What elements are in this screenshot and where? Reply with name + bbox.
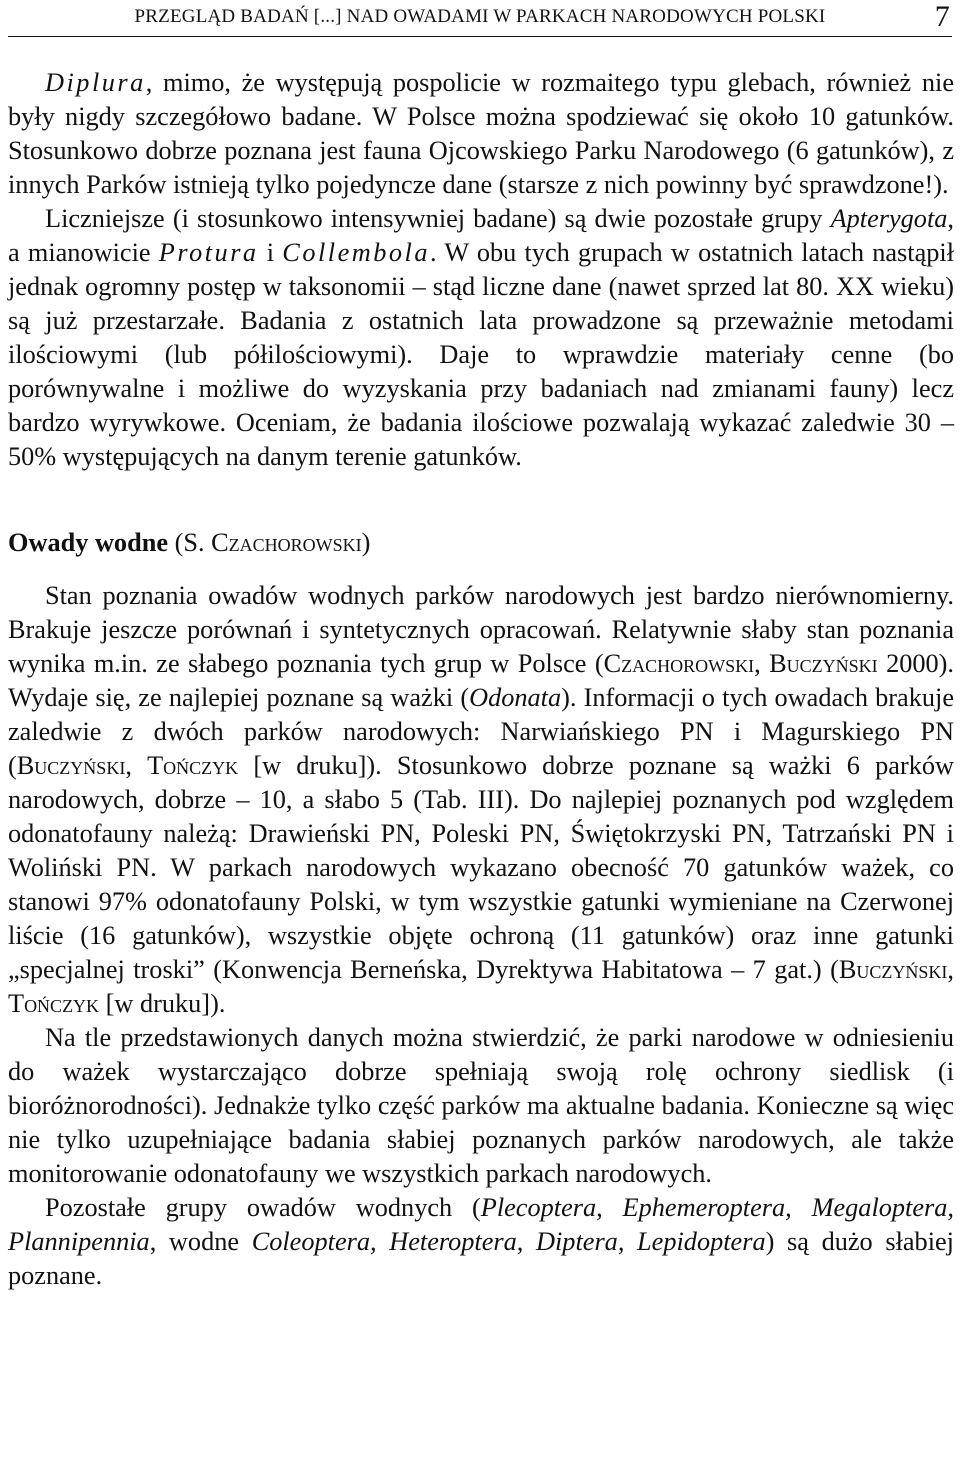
- running-header: [8, 2, 952, 37]
- taxon-name: Apterygota: [830, 204, 948, 233]
- paragraph-text: [w druku]).: [99, 989, 226, 1018]
- paragraph-text: , mimo, że występują pospolicie w rozmaitego typu glebach, również nie były nigdy szczegółowo badane. W Polsce można spodziewać się około 10 gatunków. Stosunkowo dobrze poznana jest fauna Ojcowskiego Parku Narodowego (6 gatunków), z innych Parków istnieją tylko pojedyncze dane (starsze z nich powinny być sprawdzone!).: [8, 68, 954, 199]
- citation-author: Tończyk: [8, 989, 100, 1018]
- paragraph-apterygota: [8, 202, 954, 474]
- paragraph-text: . W obu tych grupach w ostatnich latach nastąpił jednak ogromny postęp w taksonomii – stąd liczne dane (nawet sprzed lat 80. XX wieku) są już przestarzałe. Badania z ostatnich lata prowadzone są przeważnie metodami ilościowymi (lub półilościowymi). Daje to wprawdzie materiały cenne (bo porównywalne i możliwe do wyzyskania przy badaniach nad zmianami fauny) lecz bardzo wyrywkowe. Oceniam, że badania ilościowe pozwalają wykazać zaledwie 30 – 50% występujących na danym terenie gatunków.: [8, 238, 954, 471]
- paragraph-text: Stan poznania owadów wodnych parków narodowych jest bardzo nierównomierny. Brakuje jeszcze porównań i syntetycznych opracowań. Relatywnie słaby stan poznania wynika m.in. ze słabego poznania tych grup w Polsce (: [8, 581, 954, 678]
- paragraph-text: Na tle przedstawionych danych można stwierdzić, że parki narodowe w odniesieniu do ważek wystarczająco dobrze spełniają swoją rolę ochrony siedlisk (i bioróżnorodności). Jednakże tylko część parków ma aktualne badania. Konieczne są więc nie tylko uzupełniające badania słabiej poznanych parków narodowych, ale także monitorowanie odonatofauny we wszystkich parkach narodowych.: [8, 1023, 954, 1188]
- paragraph-text: Liczniejsze (i stosunkowo intensywniej badane) są dwie pozostałe grupy: [45, 204, 831, 233]
- taxon-name: Protura: [158, 238, 259, 267]
- taxon-name: Diplura: [45, 68, 146, 97]
- page-body: [8, 66, 954, 1293]
- paragraph-text: ,: [754, 649, 770, 678]
- paragraph-text: [w druku]). Stosunkowo dobrze poznane są ważki 6 parków narodowych, dobrze – 10, a słabo 5 (Tab. III). Do najlepiej poznanych pod względem odonatofauny należą: Drawieński PN, Poleski PN, Świętokrzyski PN, Tatrzański PN i Woliński PN. W parkach narodowych wykazano obecność 70 gatunków ważek, co stanowi 97% odonatofauny Polski, w tym wszystkie gatunki wymieniane na Czerwonej liście (16 gatunków), wszystkie objęte ochroną (11 gatunków) oraz inne gatunki „specjalnej troski” (Konwencja Berneńska, Dyrektywa Habitatowa – 7 gat.) (: [8, 751, 955, 984]
- section-heading: [8, 526, 954, 560]
- paragraph-text: , a mianowicie: [8, 204, 954, 267]
- citation-author: Czachorowski: [603, 649, 755, 678]
- citation-author: Buczyński: [769, 649, 878, 678]
- paragraph-text: ,: [125, 751, 148, 780]
- taxon-list: Plecoptera, Ephemeroptera, Megaloptera, Plannipennia: [8, 1193, 954, 1256]
- citation-author: Buczyński: [16, 751, 126, 780]
- taxon-list: Coleoptera, Heteroptera, Diptera, Lepidoptera: [251, 1227, 766, 1256]
- paragraph-text: i: [258, 238, 283, 267]
- taxon-name: Odonata: [469, 683, 562, 712]
- section-title: Owady wodne: [8, 528, 169, 557]
- citation-author: Tończyk: [147, 751, 239, 780]
- paragraph-text: , wodne: [149, 1227, 252, 1256]
- taxon-name: Collembola: [282, 238, 431, 267]
- paragraph-diplura: [8, 66, 954, 202]
- page-number: 7: [934, 0, 950, 33]
- paragraph-conclusion: [8, 1021, 954, 1191]
- citation-author: Buczyński: [838, 955, 948, 984]
- paragraph-text: Pozostałe grupy owadów wodnych (: [45, 1193, 481, 1222]
- paragraph-text: 2000). Wydaje się, ze najlepiej poznane są ważki (: [8, 649, 955, 712]
- section-author: Czachorowski: [211, 528, 362, 557]
- section-author-open: (S.: [168, 528, 212, 557]
- paragraph-text: ) są dużo słabiej poznane.: [8, 1227, 954, 1290]
- paragraph-text: ). Informacji o tych owadach brakuje zaledwie z dwóch parków narodowych: Narwiańskiego PN i Magurskiego PN (: [8, 683, 954, 780]
- paragraph-aquatic-insects: [8, 579, 954, 1021]
- running-title: PRZEGLĄD BADAŃ [...] NAD OWADAMI W PARKACH NARODOWYCH POLSKI: [134, 6, 826, 27]
- paragraph-other-groups: [8, 1191, 954, 1293]
- paragraph-text: ,: [947, 955, 954, 984]
- section-author-close: ): [361, 528, 371, 557]
